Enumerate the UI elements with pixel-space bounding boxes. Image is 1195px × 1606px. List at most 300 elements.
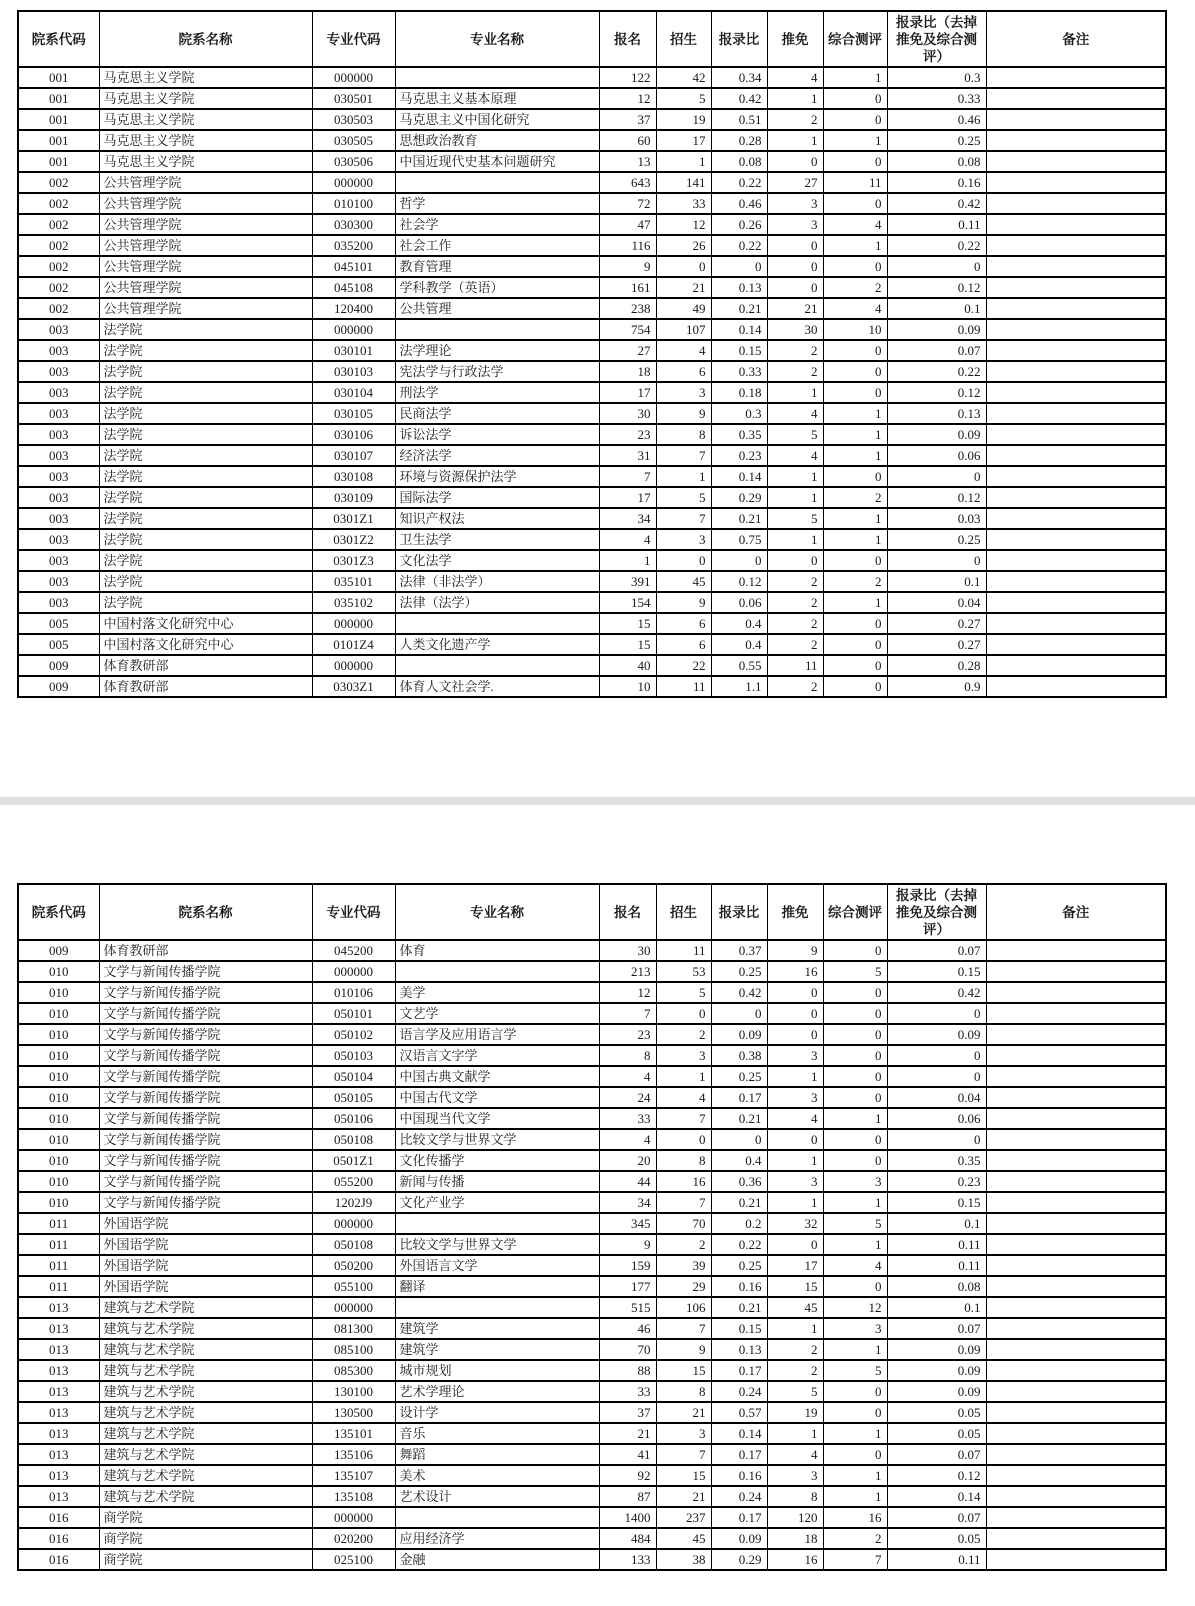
cell: 42 <box>656 67 711 88</box>
cell: 19 <box>767 1402 823 1423</box>
cell: 法学理论 <box>395 340 599 361</box>
cell: 0 <box>767 235 823 256</box>
cell: 0 <box>823 1066 887 1087</box>
cell <box>986 1465 1166 1486</box>
cell: 39 <box>656 1255 711 1276</box>
cell: 1 <box>823 130 887 151</box>
cell <box>986 172 1166 193</box>
cell: 035102 <box>312 592 395 613</box>
cell: 237 <box>656 1507 711 1528</box>
table-row <box>18 613 1166 634</box>
cell: 001 <box>18 88 99 109</box>
table-row <box>18 319 1166 340</box>
cell: 法学院 <box>99 466 312 487</box>
cell: 诉讼法学 <box>395 424 599 445</box>
cell: 000000 <box>312 319 395 340</box>
table-row <box>18 214 1166 235</box>
table-row <box>18 592 1166 613</box>
cell: 010 <box>18 1045 99 1066</box>
cell: 002 <box>18 193 99 214</box>
cell: 设计学 <box>395 1402 599 1423</box>
cell: 035200 <box>312 235 395 256</box>
cell: 035101 <box>312 571 395 592</box>
cell: 比较文学与世界文学 <box>395 1129 599 1150</box>
cell: 中国村落文化研究中心 <box>99 613 312 634</box>
cell: 045200 <box>312 940 395 961</box>
cell: 020200 <box>312 1528 395 1549</box>
cell: 016 <box>18 1549 99 1570</box>
cell: 人类文化遗产学 <box>395 634 599 655</box>
cell: 013 <box>18 1381 99 1402</box>
cell: 3 <box>767 1045 823 1066</box>
cell: 1 <box>767 1066 823 1087</box>
cell: 4 <box>656 340 711 361</box>
cell: 000000 <box>312 613 395 634</box>
cell: 0 <box>823 340 887 361</box>
cell: 92 <box>599 1465 656 1486</box>
cell: 8 <box>656 1150 711 1171</box>
cell: 21 <box>599 1423 656 1444</box>
cell: 7 <box>656 1192 711 1213</box>
cell: 0 <box>823 361 887 382</box>
cell: 49 <box>656 298 711 319</box>
cell: 0.3 <box>711 403 767 424</box>
cell: 30 <box>767 319 823 340</box>
cell: 0.15 <box>887 1192 986 1213</box>
cell: 1 <box>767 130 823 151</box>
table-row <box>18 1276 1166 1297</box>
cell <box>986 1360 1166 1381</box>
cell: 哲学 <box>395 193 599 214</box>
column-header: 专业代码 <box>312 884 395 940</box>
cell: 公共管理学院 <box>99 277 312 298</box>
cell: 15 <box>599 613 656 634</box>
cell: 0.27 <box>887 634 986 655</box>
cell: 1 <box>823 1339 887 1360</box>
cell: 金融 <box>395 1549 599 1570</box>
cell: 011 <box>18 1234 99 1255</box>
cell: 0.14 <box>711 466 767 487</box>
cell: 1 <box>823 235 887 256</box>
cell: 41 <box>599 1444 656 1465</box>
table-row <box>18 1339 1166 1360</box>
cell <box>986 982 1166 1003</box>
cell: 0.46 <box>711 193 767 214</box>
cell <box>986 592 1166 613</box>
cell: 12 <box>823 1297 887 1318</box>
cell: 116 <box>599 235 656 256</box>
cell: 17 <box>599 487 656 508</box>
cell: 0 <box>767 550 823 571</box>
cell: 马克思主义中国化研究 <box>395 109 599 130</box>
cell: 5 <box>767 424 823 445</box>
cell: 3 <box>656 529 711 550</box>
cell: 11 <box>767 655 823 676</box>
cell: 000000 <box>312 67 395 88</box>
cell: 5 <box>656 982 711 1003</box>
cell: 0 <box>656 256 711 277</box>
cell: 013 <box>18 1360 99 1381</box>
cell: 0 <box>711 1129 767 1150</box>
cell: 37 <box>599 1402 656 1423</box>
cell: 0.75 <box>711 529 767 550</box>
cell: 0.25 <box>887 529 986 550</box>
cell <box>986 1528 1166 1549</box>
cell: 0.25 <box>711 961 767 982</box>
cell: 1 <box>823 1465 887 1486</box>
cell: 1 <box>767 1192 823 1213</box>
cell: 17 <box>767 1255 823 1276</box>
cell: 1 <box>767 487 823 508</box>
table-header-row <box>18 11 1166 67</box>
cell <box>986 445 1166 466</box>
cell: 0.24 <box>711 1381 767 1402</box>
cell: 4 <box>823 298 887 319</box>
cell: 城市规划 <box>395 1360 599 1381</box>
cell: 0.09 <box>887 1381 986 1402</box>
cell: 1 <box>823 424 887 445</box>
cell: 70 <box>656 1213 711 1234</box>
cell: 思想政治教育 <box>395 130 599 151</box>
cell: 1 <box>823 592 887 613</box>
table-row <box>18 1213 1166 1234</box>
cell: 1 <box>823 1192 887 1213</box>
cell: 0 <box>887 1045 986 1066</box>
table-row <box>18 1234 1166 1255</box>
table-row <box>18 130 1166 151</box>
cell: 0.25 <box>711 1066 767 1087</box>
cell: 法学院 <box>99 592 312 613</box>
cell: 003 <box>18 445 99 466</box>
cell: 中国古代文学 <box>395 1087 599 1108</box>
cell: 0.22 <box>711 172 767 193</box>
cell: 003 <box>18 466 99 487</box>
table-row <box>18 961 1166 982</box>
cell: 44 <box>599 1171 656 1192</box>
cell: 0.04 <box>887 592 986 613</box>
cell: 0 <box>823 1024 887 1045</box>
cell: 003 <box>18 550 99 571</box>
cell <box>986 88 1166 109</box>
cell: 0 <box>887 466 986 487</box>
cell: 120 <box>767 1507 823 1528</box>
cell: 37 <box>599 109 656 130</box>
cell: 建筑学 <box>395 1339 599 1360</box>
cell: 0.05 <box>887 1402 986 1423</box>
cell: 050102 <box>312 1024 395 1045</box>
cell: 003 <box>18 529 99 550</box>
cell: 16 <box>767 961 823 982</box>
cell: 0 <box>823 676 887 697</box>
cell: 1 <box>656 466 711 487</box>
cell: 154 <box>599 592 656 613</box>
cell: 18 <box>767 1528 823 1549</box>
cell: 161 <box>599 277 656 298</box>
cell <box>986 655 1166 676</box>
cell: 3 <box>656 1045 711 1066</box>
cell: 391 <box>599 571 656 592</box>
cell: 0.09 <box>887 1024 986 1045</box>
cell: 法学院 <box>99 319 312 340</box>
cell: 135101 <box>312 1423 395 1444</box>
cell: 0301Z1 <box>312 508 395 529</box>
cell: 010 <box>18 961 99 982</box>
cell: 1 <box>767 1423 823 1444</box>
cell: 005 <box>18 634 99 655</box>
column-header: 报录比 <box>711 884 767 940</box>
cell: 0.11 <box>887 1255 986 1276</box>
cell: 10 <box>599 676 656 697</box>
cell: 002 <box>18 214 99 235</box>
cell: 0.08 <box>887 151 986 172</box>
cell: 0.29 <box>711 1549 767 1570</box>
cell: 0 <box>711 1003 767 1024</box>
cell: 0.18 <box>711 382 767 403</box>
cell: 013 <box>18 1339 99 1360</box>
cell <box>986 235 1166 256</box>
cell <box>986 1381 1166 1402</box>
cell: 0.12 <box>887 1465 986 1486</box>
cell: 8 <box>767 1486 823 1507</box>
cell: 0 <box>656 1129 711 1150</box>
cell <box>986 1423 1166 1444</box>
cell: 1 <box>823 1486 887 1507</box>
table-row <box>18 1003 1166 1024</box>
cell: 0.08 <box>711 151 767 172</box>
cell: 0.11 <box>887 214 986 235</box>
cell: 0.33 <box>887 88 986 109</box>
cell: 0 <box>823 88 887 109</box>
cell: 050101 <box>312 1003 395 1024</box>
cell: 9 <box>599 1234 656 1255</box>
cell: 009 <box>18 940 99 961</box>
cell: 013 <box>18 1423 99 1444</box>
cell: 中国古典文献学 <box>395 1066 599 1087</box>
cell: 0.14 <box>711 1423 767 1444</box>
cell: 030101 <box>312 340 395 361</box>
column-header: 院系代码 <box>18 884 99 940</box>
table-row <box>18 1360 1166 1381</box>
column-header: 招生 <box>656 884 711 940</box>
cell: 0.07 <box>887 1318 986 1339</box>
cell: 21 <box>656 1486 711 1507</box>
cell: 0.33 <box>711 361 767 382</box>
cell: 055100 <box>312 1276 395 1297</box>
cell: 0.06 <box>887 445 986 466</box>
cell <box>986 1087 1166 1108</box>
cell <box>986 613 1166 634</box>
cell: 010 <box>18 1192 99 1213</box>
cell: 003 <box>18 340 99 361</box>
cell: 34 <box>599 508 656 529</box>
cell: 体育人文社会学. <box>395 676 599 697</box>
table-row <box>18 508 1166 529</box>
cell: 010 <box>18 1087 99 1108</box>
cell: 4 <box>599 529 656 550</box>
cell: 汉语言文字学 <box>395 1045 599 1066</box>
cell <box>986 1486 1166 1507</box>
cell <box>986 634 1166 655</box>
cell: 002 <box>18 277 99 298</box>
cell <box>986 1150 1166 1171</box>
cell: 000000 <box>312 1507 395 1528</box>
table-row <box>18 655 1166 676</box>
cell <box>986 319 1166 340</box>
table-row <box>18 1423 1166 1444</box>
cell: 045101 <box>312 256 395 277</box>
cell: 0.16 <box>711 1465 767 1486</box>
cell: 美学 <box>395 982 599 1003</box>
cell: 建筑学 <box>395 1318 599 1339</box>
cell <box>986 1234 1166 1255</box>
cell: 0.3 <box>887 67 986 88</box>
cell: 宪法学与行政法学 <box>395 361 599 382</box>
cell: 0.13 <box>711 1339 767 1360</box>
cell <box>986 130 1166 151</box>
table-row <box>18 340 1166 361</box>
cell: 文学与新闻传播学院 <box>99 1045 312 1066</box>
cell <box>986 676 1166 697</box>
cell: 0.42 <box>711 88 767 109</box>
cell: 177 <box>599 1276 656 1297</box>
cell: 33 <box>656 193 711 214</box>
cell: 002 <box>18 235 99 256</box>
cell: 013 <box>18 1402 99 1423</box>
cell: 0 <box>887 1066 986 1087</box>
cell: 135107 <box>312 1465 395 1486</box>
cell: 16 <box>823 1507 887 1528</box>
cell: 教育管理 <box>395 256 599 277</box>
cell: 0.09 <box>711 1528 767 1549</box>
cell: 002 <box>18 298 99 319</box>
cell: 000000 <box>312 1213 395 1234</box>
cell: 003 <box>18 571 99 592</box>
cell: 3 <box>767 214 823 235</box>
cell: 4 <box>767 445 823 466</box>
cell: 17 <box>656 130 711 151</box>
cell: 70 <box>599 1339 656 1360</box>
cell: 公共管理学院 <box>99 298 312 319</box>
cell: 010 <box>18 1066 99 1087</box>
cell: 030103 <box>312 361 395 382</box>
cell <box>986 1192 1166 1213</box>
cell <box>986 466 1166 487</box>
cell <box>986 256 1166 277</box>
cell: 0.34 <box>711 67 767 88</box>
cell: 公共管理学院 <box>99 172 312 193</box>
cell: 010 <box>18 1129 99 1150</box>
table-row <box>18 1045 1166 1066</box>
cell: 0.06 <box>887 1108 986 1129</box>
table-row <box>18 403 1166 424</box>
cell <box>986 67 1166 88</box>
cell: 33 <box>599 1108 656 1129</box>
cell: 0.35 <box>711 424 767 445</box>
cell <box>986 961 1166 982</box>
table-row <box>18 1171 1166 1192</box>
cell: 建筑与艺术学院 <box>99 1444 312 1465</box>
cell: 050104 <box>312 1066 395 1087</box>
cell: 0.07 <box>887 1507 986 1528</box>
cell: 8 <box>599 1045 656 1066</box>
column-header: 专业名称 <box>395 11 599 67</box>
cell: 001 <box>18 130 99 151</box>
cell: 106 <box>656 1297 711 1318</box>
cell: 2 <box>767 340 823 361</box>
cell: 文化法学 <box>395 550 599 571</box>
cell: 法学院 <box>99 571 312 592</box>
column-header: 备注 <box>986 884 1166 940</box>
cell: 0.22 <box>711 235 767 256</box>
cell: 2 <box>767 634 823 655</box>
cell: 030506 <box>312 151 395 172</box>
cell: 1 <box>823 529 887 550</box>
cell: 应用经济学 <box>395 1528 599 1549</box>
cell: 中国近现代史基本问题研究 <box>395 151 599 172</box>
cell: 46 <box>599 1318 656 1339</box>
cell <box>986 529 1166 550</box>
cell: 社会工作 <box>395 235 599 256</box>
cell: 0.12 <box>887 382 986 403</box>
cell: 001 <box>18 151 99 172</box>
cell: 0.15 <box>887 961 986 982</box>
cell: 知识产权法 <box>395 508 599 529</box>
cell: 1 <box>823 1423 887 1444</box>
cell: 0.12 <box>711 571 767 592</box>
cell: 030104 <box>312 382 395 403</box>
cell: 0.23 <box>887 1171 986 1192</box>
cell: 7 <box>656 1108 711 1129</box>
cell <box>986 340 1166 361</box>
cell: 建筑与艺术学院 <box>99 1360 312 1381</box>
cell: 009 <box>18 655 99 676</box>
cell: 3 <box>767 1465 823 1486</box>
cell: 舞蹈 <box>395 1444 599 1465</box>
cell: 1 <box>823 1234 887 1255</box>
table-row <box>18 940 1166 961</box>
cell: 130500 <box>312 1402 395 1423</box>
cell: 11 <box>656 940 711 961</box>
cell: 法学院 <box>99 424 312 445</box>
cell: 0 <box>887 1003 986 1024</box>
cell: 0 <box>887 550 986 571</box>
cell: 030503 <box>312 109 395 130</box>
cell: 0.1 <box>887 1297 986 1318</box>
cell: 11 <box>823 172 887 193</box>
cell: 9 <box>656 592 711 613</box>
cell <box>395 1213 599 1234</box>
cell: 0303Z1 <box>312 676 395 697</box>
cell: 003 <box>18 319 99 340</box>
cell: 107 <box>656 319 711 340</box>
cell: 0.15 <box>711 340 767 361</box>
cell: 4 <box>767 403 823 424</box>
cell <box>986 361 1166 382</box>
cell: 345 <box>599 1213 656 1234</box>
cell: 0.13 <box>887 403 986 424</box>
cell: 5 <box>656 487 711 508</box>
cell: 0.55 <box>711 655 767 676</box>
cell: 马克思主义学院 <box>99 151 312 172</box>
cell: 0.16 <box>711 1276 767 1297</box>
cell: 27 <box>767 172 823 193</box>
cell: 0.1 <box>887 1213 986 1234</box>
cell: 60 <box>599 130 656 151</box>
cell: 484 <box>599 1528 656 1549</box>
column-header: 专业代码 <box>312 11 395 67</box>
cell: 24 <box>599 1087 656 1108</box>
cell: 0.21 <box>711 1192 767 1213</box>
